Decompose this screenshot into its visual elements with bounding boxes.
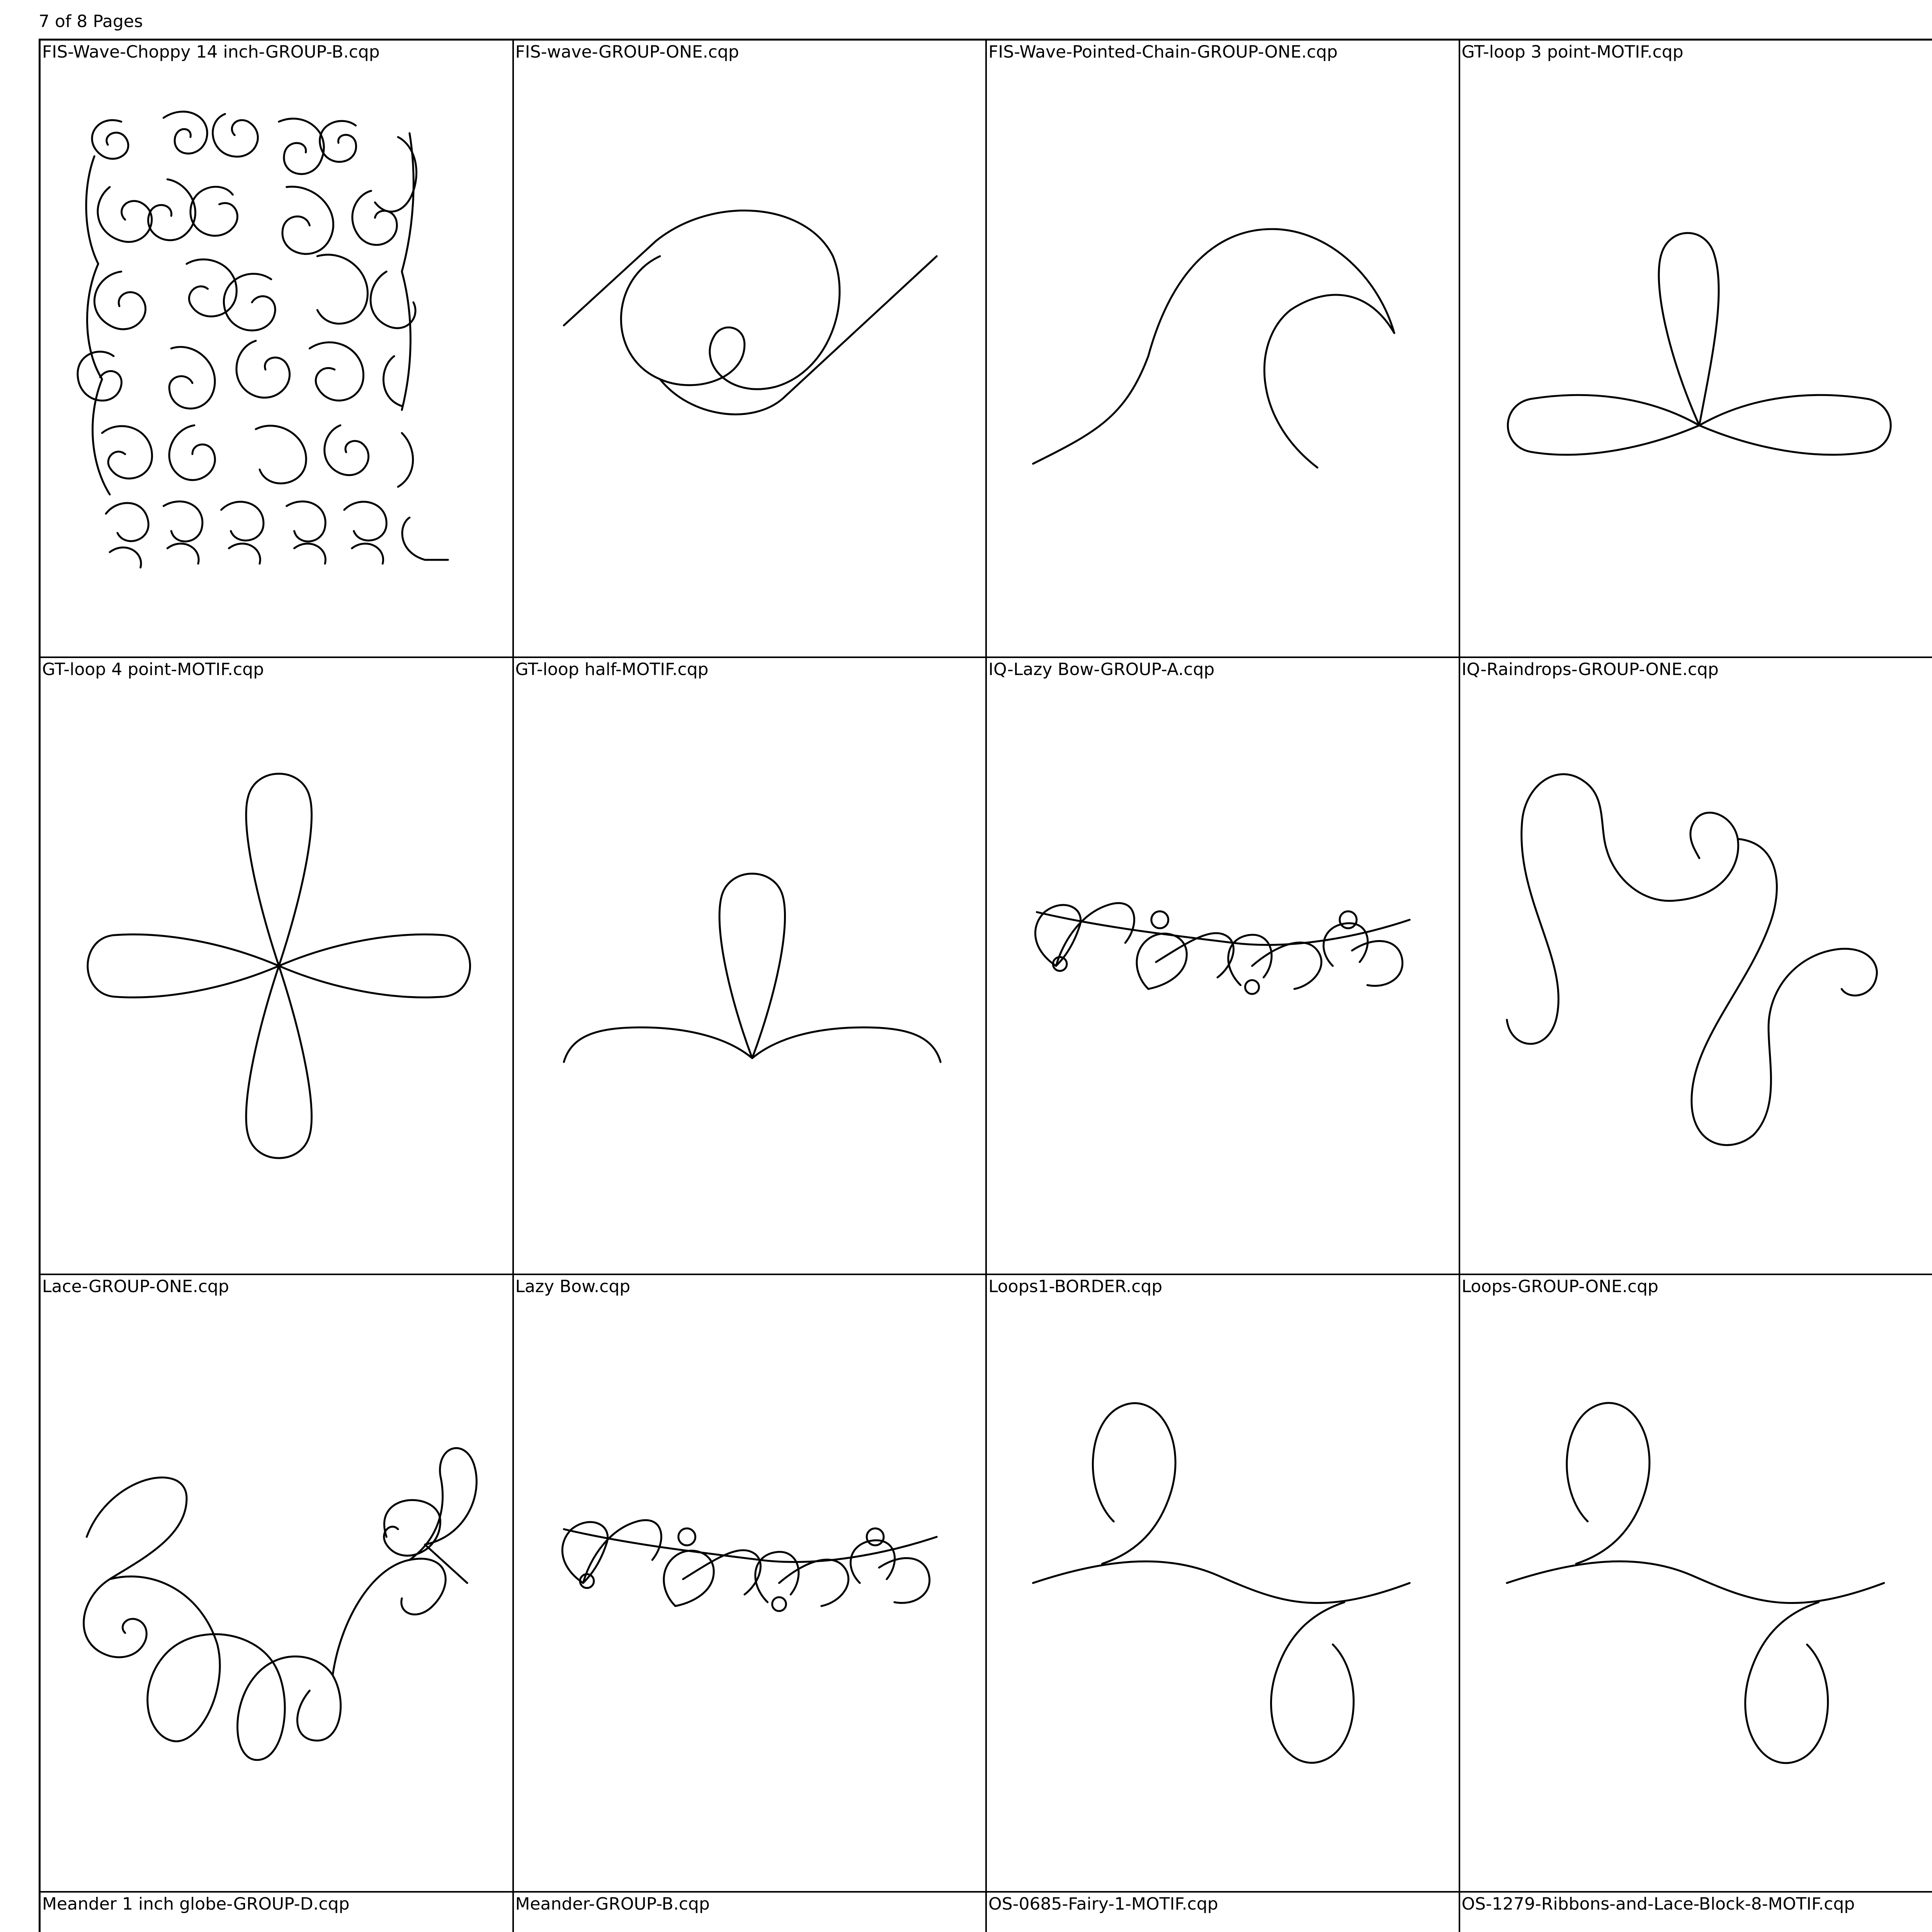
three-point-loop-icon — [1460, 41, 1932, 656]
design-grid — [39, 39, 1932, 1932]
ribbons-lace-block-icon — [1460, 1893, 1932, 1932]
design-card[interactable] — [987, 658, 1460, 1276]
half-loop-icon — [514, 658, 986, 1274]
wave-icon — [514, 41, 986, 656]
fairy-motif-icon — [987, 1893, 1459, 1932]
design-filename: IQ-Raindrops-GROUP-ONE.cqp — [1461, 659, 1719, 679]
design-filename: Lace-GROUP-ONE.cqp — [42, 1277, 229, 1296]
choppy-wave-pattern-icon — [41, 41, 512, 656]
design-card[interactable] — [41, 1893, 514, 1932]
design-card[interactable] — [41, 41, 514, 658]
design-filename: OS-0685-Fairy-1-MOTIF.cqp — [988, 1894, 1218, 1914]
four-point-loop-icon — [41, 658, 512, 1274]
design-filename: Loops1-BORDER.cqp — [988, 1277, 1163, 1296]
design-card[interactable] — [514, 41, 987, 658]
design-card[interactable] — [514, 1893, 987, 1932]
design-filename: GT-loop half-MOTIF.cqp — [515, 659, 709, 679]
design-filename: GT-loop 3 point-MOTIF.cqp — [1461, 42, 1684, 62]
lazy-bow-icon — [987, 658, 1459, 1274]
design-filename: Meander 1 inch globe-GROUP-D.cqp — [42, 1894, 350, 1914]
design-card[interactable] — [987, 1275, 1460, 1893]
design-filename: GT-loop 4 point-MOTIF.cqp — [42, 659, 264, 679]
raindrops-icon — [1460, 658, 1932, 1274]
design-card[interactable] — [514, 658, 987, 1276]
loops-icon — [1460, 1275, 1932, 1891]
design-card[interactable] — [1460, 658, 1932, 1276]
design-card[interactable] — [987, 1893, 1460, 1932]
design-card[interactable] — [1460, 41, 1932, 658]
design-card[interactable] — [41, 1275, 514, 1893]
design-filename: Lazy Bow.cqp — [515, 1277, 631, 1296]
meander-icon — [514, 1893, 986, 1932]
design-filename: FIS-Wave-Pointed-Chain-GROUP-ONE.cqp — [988, 42, 1338, 62]
design-card[interactable] — [1460, 1275, 1932, 1893]
design-card[interactable] — [987, 41, 1460, 658]
loops-border-icon — [987, 1275, 1459, 1891]
page-counter: 7 of 8 Pages — [39, 12, 143, 31]
design-card[interactable] — [1460, 1893, 1932, 1932]
lazy-bow-icon — [514, 1275, 986, 1891]
design-filename: OS-1279-Ribbons-and-Lace-Block-8-MOTIF.cqp — [1461, 1894, 1855, 1914]
design-filename: FIS-wave-GROUP-ONE.cqp — [515, 42, 739, 62]
design-card[interactable] — [514, 1275, 987, 1893]
design-card[interactable] — [41, 658, 514, 1276]
meander-icon — [41, 1893, 512, 1932]
lace-icon — [41, 1275, 512, 1891]
design-filename: Meander-GROUP-B.cqp — [515, 1894, 710, 1914]
design-filename: FIS-Wave-Choppy 14 inch-GROUP-B.cqp — [42, 42, 380, 62]
design-filename: IQ-Lazy Bow-GROUP-A.cqp — [988, 659, 1215, 679]
pointed-wave-icon — [987, 41, 1459, 656]
design-filename: Loops-GROUP-ONE.cqp — [1461, 1277, 1658, 1296]
